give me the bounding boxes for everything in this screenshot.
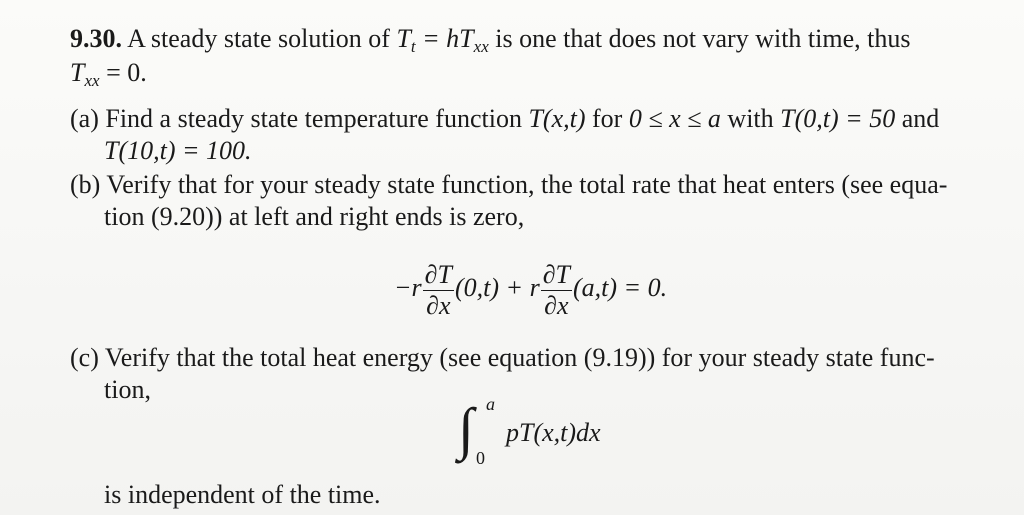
eq-arg1: (0,t) + r [454, 273, 540, 302]
integral-sign: ∫ [458, 396, 474, 461]
part-c-closing: is independent of the time. [104, 480, 381, 509]
integral-integrand: pT(x,t)dx [506, 418, 601, 447]
partial-derivative-right: $\frac{\partial T}{\partial x}$ [542, 259, 570, 320]
part-c-line1 [70, 343, 935, 373]
problem-number: 9.30. [70, 24, 122, 53]
part-a-text: Find a steady state temperature function [105, 104, 522, 133]
part-a-for: for [592, 104, 623, 133]
part-a-line1 [70, 104, 939, 134]
part-a-func: T(x,t) [528, 104, 586, 133]
part-a-and: and [901, 104, 940, 133]
part-c-text1: Verify that the total heat energy (see equation (9.19)) for your steady state func- [104, 343, 935, 372]
part-c-text2: tion, [104, 375, 151, 404]
part-b-text1: Verify that for your steady state function, the total rate that heat enters (see equa- [106, 170, 948, 199]
part-a-label: (a) [70, 104, 99, 133]
part-b-text2: tion (9.20)) at left and right ends is zero, [104, 202, 525, 231]
intro-equation: $T_t = hT_{xx}$ [396, 24, 489, 56]
part-b-line2 [104, 202, 524, 232]
part-b-label: (b) [70, 170, 101, 199]
eq-lead: −r [394, 273, 422, 302]
boundary-flux-equation [394, 258, 667, 321]
integral-upper-limit: a [486, 394, 495, 414]
part-a-line2 [104, 136, 252, 166]
part-c-line2 [104, 375, 151, 405]
intro-text-b: is one that does not vary with time, thus [495, 24, 911, 53]
intro-text-a: A steady state solution of [127, 24, 390, 53]
part-a-bc1: T(0,t) = 50 [780, 104, 896, 133]
partial-derivative-left: $\frac{\partial T}{\partial x}$ [424, 259, 452, 320]
problem-intro-line1 [70, 24, 910, 62]
part-b-line1 [70, 170, 947, 200]
integral-lower-limit: 0 [476, 448, 485, 468]
problem-intro-line2: $T_{xx} = 0$. [70, 58, 147, 90]
part-a-bc2: T(10,t) = 100. [104, 136, 252, 165]
part-a-with: with [727, 104, 774, 133]
part-c-label: (c) [70, 343, 99, 372]
eq-arg2: (a,t) = 0. [573, 273, 668, 302]
part-a-range: 0 ≤ x ≤ a [628, 104, 721, 133]
